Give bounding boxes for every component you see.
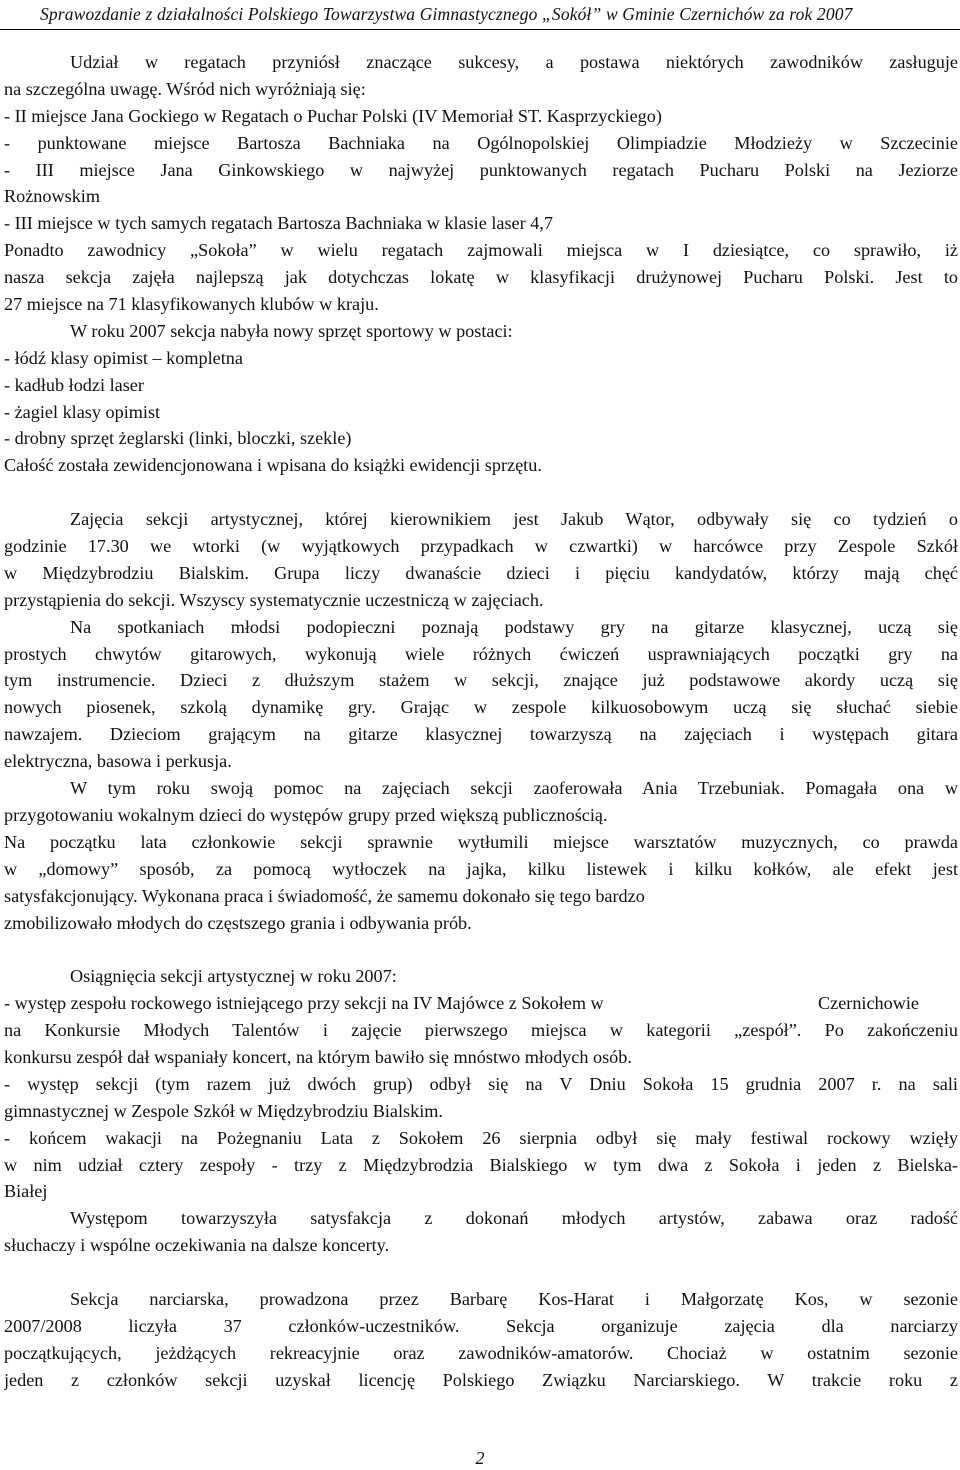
text-line: na szczególna uwagę. Wśród nich wyróżniają się: [4,78,366,99]
document-body [4,49,958,1394]
text-line: W roku 2007 sekcja nabyła nowy sprzęt sportowy w postaci: [70,320,513,341]
text-line: Zajęcia sekcji artystycznej, której kierownikiem jest Jakub Wątor, odbywały się co tydzień o [70,509,958,530]
text-fragment: - występ zespołu rockowego istniejącego przy sekcji na IV Majówce z Sokołem w [4,993,604,1014]
text-line: początkujących, jeżdżących rekreacyjnie oraz zawodników-amatorów. Chociaż w ostatnim sezonie [4,1342,958,1363]
text-line-split [4,990,958,1017]
text-line: satysfakcjonujący. Wykonana praca i świadomość, że samemu dokonało się tego bardzo [4,885,645,906]
text-line: na Konkursie Młodych Talentów i zajęcie pierwszego miejsca w kategorii „zespół”. Po zakończeniu [4,1020,958,1041]
text-line: - III miejsce w tych samych regatach Bartosza Bachniaka w klasie laser 4,7 [4,213,553,234]
ski-section [4,1286,958,1394]
text-line: jeden z członków sekcji uzyskał licencję Polskiego Związku Narciarskiego. W trakcie roku z [4,1369,958,1390]
text-line: prostych chwytów gitarowych, wykonują wiele różnych ćwiczeń usprawniających początki gry na [4,643,958,664]
art-achievements-section [4,963,958,1259]
text-line: przystąpienia do sekcji. Wszyscy systematycznie uczestniczą w zajęciach. [4,589,544,610]
text-line: - II miejsce Jana Gockiego w Regatach o Puchar Polski (IV Memoriał ST. Kasprzyckiego) [4,105,662,126]
text-line: w nim udział cztery zespoły - trzy z Międzybrodzia Bialskiego w tym dwa z Sokoła i jeden z Bielska- [4,1154,958,1175]
text-line: - kadłub łodzi laser [4,374,144,395]
art-section [4,506,958,936]
text-fragment: Czernichowie [818,993,919,1014]
running-header [0,0,960,30]
page-number: 2 [475,1448,485,1468]
text-line: w Międzybrodziu Bialskim. Grupa liczy dwanaście dzieci i pięciu kandydatów, którzy mają chęć [4,562,958,583]
sailing-section [4,49,958,479]
text-line: - występ sekcji (tym razem już dwóch grup) odbył się na V Dniu Sokoła 15 grudnia 2007 r. na sali [4,1073,958,1094]
paragraph-gap [4,936,958,963]
text-line: konkursu zespół dał wspaniały koncert, na którym bawiło się mnóstwo młodych osób. [4,1046,632,1067]
text-line: 2007/2008 liczyła 37 członków-uczestników. Sekcja organizuje zajęcia dla narciarzy [4,1315,958,1336]
text-line: Na początku lata członkowie sekcji sprawnie wytłumili miejsce warsztatów muzycznych, co prawda [4,831,958,852]
text-line: 27 miejsce na 71 klasyfikowanych klubów w kraju. [4,294,379,315]
text-line: słuchaczy i wspólne oczekiwania na dalsze koncerty. [4,1235,390,1256]
text-line: Rożnowskim [4,186,100,207]
text-line: Ponadto zawodnicy „Sokoła” w wielu regatach zajmowali miejsca w I dziesiątce, co sprawiło, iż [4,240,958,261]
text-line: - żagiel klasy opimist [4,401,161,422]
text-line: Osiągnięcia sekcji artystycznej w roku 2007: [70,966,397,987]
text-line: tym instrumencie. Dzieci z dłuższym stażem w sekcji, znające już podstawowe akordy uczą się [4,670,958,691]
text-line: elektryczna, basowa i perkusja. [4,751,232,772]
text-line: - punktowane miejsce Bartosza Bachniaka na Ogólnopolskiej Olimpiadzie Młodzieży w Szczecinie [4,132,958,153]
paragraph-gap [4,479,958,506]
text-line: zmobilizowało młodych do częstszego grania i odbywania prób. [4,912,472,933]
text-line: przygotowaniu wokalnym dzieci do występów grupy przed większą publicznością. [4,804,608,825]
text-line: Występom towarzyszyła satysfakcja z dokonań młodych artystów, zabawa oraz radość [70,1208,958,1229]
text-line: Sekcja narciarska, prowadzona przez Barbarę Kos-Harat i Małgorzatę Kos, w sezonie [70,1288,958,1309]
text-line: - III miejsce Jana Ginkowskiego w najwyżej punktowanych regatach Pucharu Polski na Jeziorze [4,159,958,180]
text-line: - łódź klasy opimist – kompletna [4,347,243,368]
text-line: Całość została zewidencjonowana i wpisana do książki ewidencji sprzętu. [4,455,542,476]
text-line: - drobny sprzęt żeglarski (linki, bloczki, szekle) [4,428,352,449]
text-line: Udział w regatach przyniósł znaczące sukcesy, a postawa niektórych zawodników zasługuje [70,52,958,72]
text-line: w „domowy” sposób, za pomocą wytłoczek na jajka, kilku listewek i kilku kołków, ale efekt jest [4,858,958,879]
text-line: - końcem wakacji na Pożegnaniu Lata z Sokołem 26 sierpnia odbył się mały festiwal rockowy wzięły [4,1127,958,1148]
text-line: nowych piosenek, szkolą dynamikę gry. Grając w zespole kilkuosobowym uczą się słuchać siebie [4,697,958,718]
paragraph-gap [4,1259,958,1286]
running-header-title: Sprawozdanie z działalności Polskiego Towarzystwa Gimnastycznego „Sokół” w Gminie Czernichów za rok 2007 [40,4,853,24]
text-line: gimnastycznej w Zespole Szkół w Międzybrodziu Bialskim. [4,1100,443,1121]
text-line: Białej [4,1181,48,1202]
text-line: nasza sekcja zajęła najlepszą jak dotychczas lokatę w klasyfikacji drużynowej Pucharu Polski. Jest to [4,267,958,288]
text-line: godzinie 17.30 we wtorki (w wyjątkowych przypadkach w czwartki) w harcówce przy Zespole Szkół [4,536,958,557]
text-line: Na spotkaniach młodsi podopieczni poznają podstawy gry na gitarze klasycznej, uczą się [70,616,958,637]
text-line: W tym roku swoją pomoc na zajęciach sekcji zaoferowała Ania Trzebuniak. Pomagała ona w [70,778,958,799]
text-line: nawzajem. Dzieciom grającym na gitarze klasycznej towarzyszą na zajęciach i występach gitara [4,724,958,745]
